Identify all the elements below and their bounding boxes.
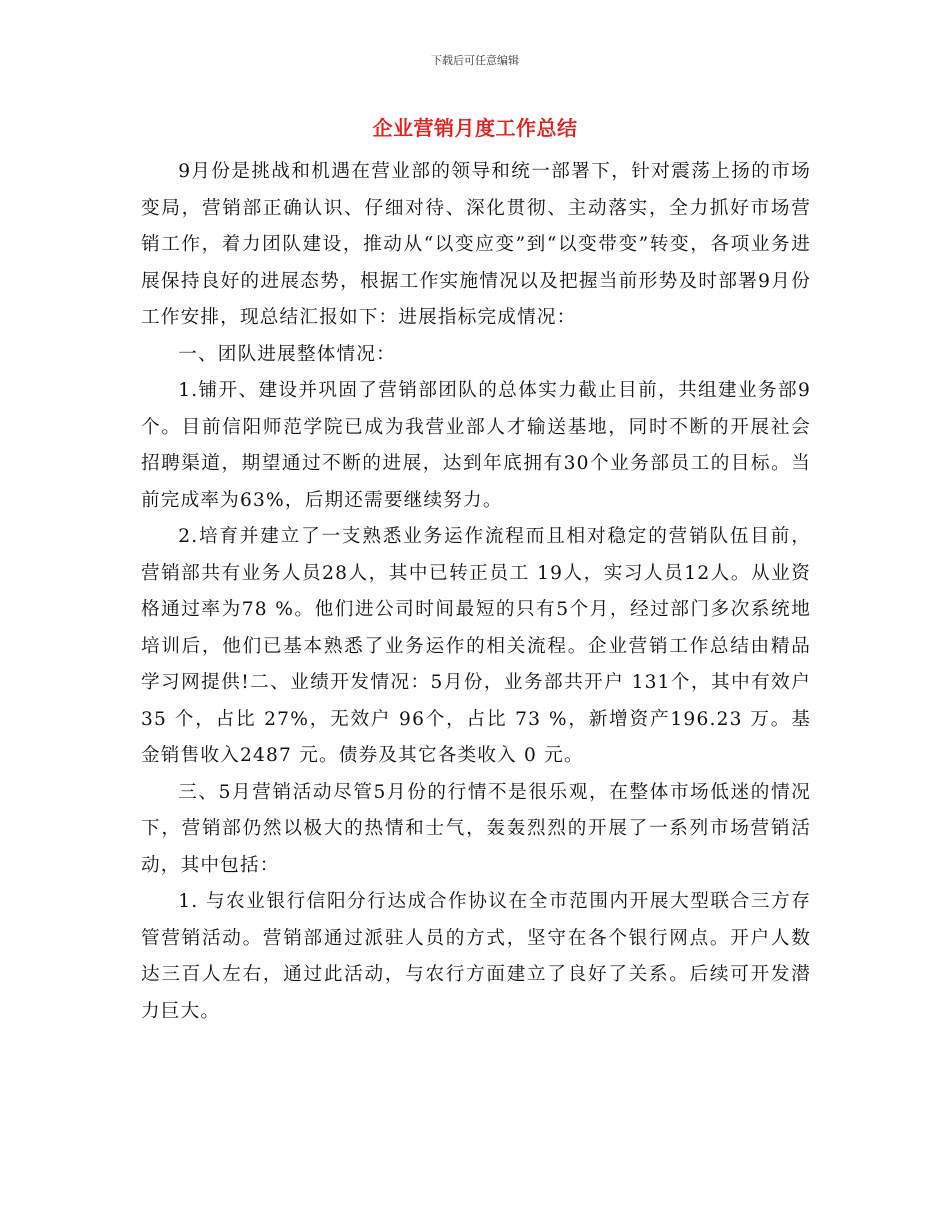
- paragraph-bank-cooperation: 1. 与农业银行信阳分行达成合作协议在全市范围内开展大型联合三方存管营销活动。营销部通过派驻人员的方式，坚守在各个银行网点。开户人数达三百人左右，通过此活动，与农行方面建立了良好了关系。后续可开发潜力巨大。: [141, 891, 811, 1022]
- paragraph-may-activities: 三、5月营销活动尽管5月份的行情不是很乐观，在整体市场低迷的情况下，营销部仍然以极大的热情和士气，轰轰烈烈的开展了一系列市场营销活动，其中包括：: [141, 781, 811, 876]
- document-body: [141, 154, 811, 1030]
- paragraph-sales-team: 2.培育并建立了一支熟悉业务运作流程而且相对稳定的营销队伍目前，营销部共有业务人员28人，其中已转正员工 19人，实习人员12人。从业资格通过率为78 %。他们进公司时间最短的只有5个月，经过部门多次系统地培训后，他们已基本熟悉了业务运作的相关流程。企业营销工作总结由精品学习网提供!二、业绩开发情况：5月份，业务部共开户 131个，其中有效户35 个，占比 27%，无效户 96个，占比 73 %，新增资产196.23 万。基金销售收入2487 元。债券及其它各类收入 0 元。: [141, 526, 811, 766]
- document-title: 企业营销月度工作总结: [372, 116, 578, 140]
- paragraph-intro: 9月份是挑战和机遇在营业部的领导和统一部署下，针对震荡上扬的市场变局，营销部正确认识、仔细对待、深化贯彻、主动落实，全力抓好市场营销工作，着力团队建设，推动从“以变应变”到“以变带变”转变，各项业务进展保持良好的进展态势，根据工作实施情况以及把握当前形势及时部署9月份工作安排，现总结汇报如下：进展指标完成情况：: [141, 161, 811, 328]
- paragraph-team-building: 1.铺开、建设并巩固了营销部团队的总体实力截止目前，共组建业务部9个。目前信阳师范学院已成为我营业部人才输送基地，同时不断的开展社会招聘渠道，期望通过不断的进展，达到年底拥有30个业务部员工的目标。当前完成率为63%，后期还需要继续努力。: [141, 380, 811, 511]
- section-heading-team: 一、团队进展整体情况：: [178, 343, 396, 365]
- header-note: 下载后可任意编辑: [431, 54, 519, 67]
